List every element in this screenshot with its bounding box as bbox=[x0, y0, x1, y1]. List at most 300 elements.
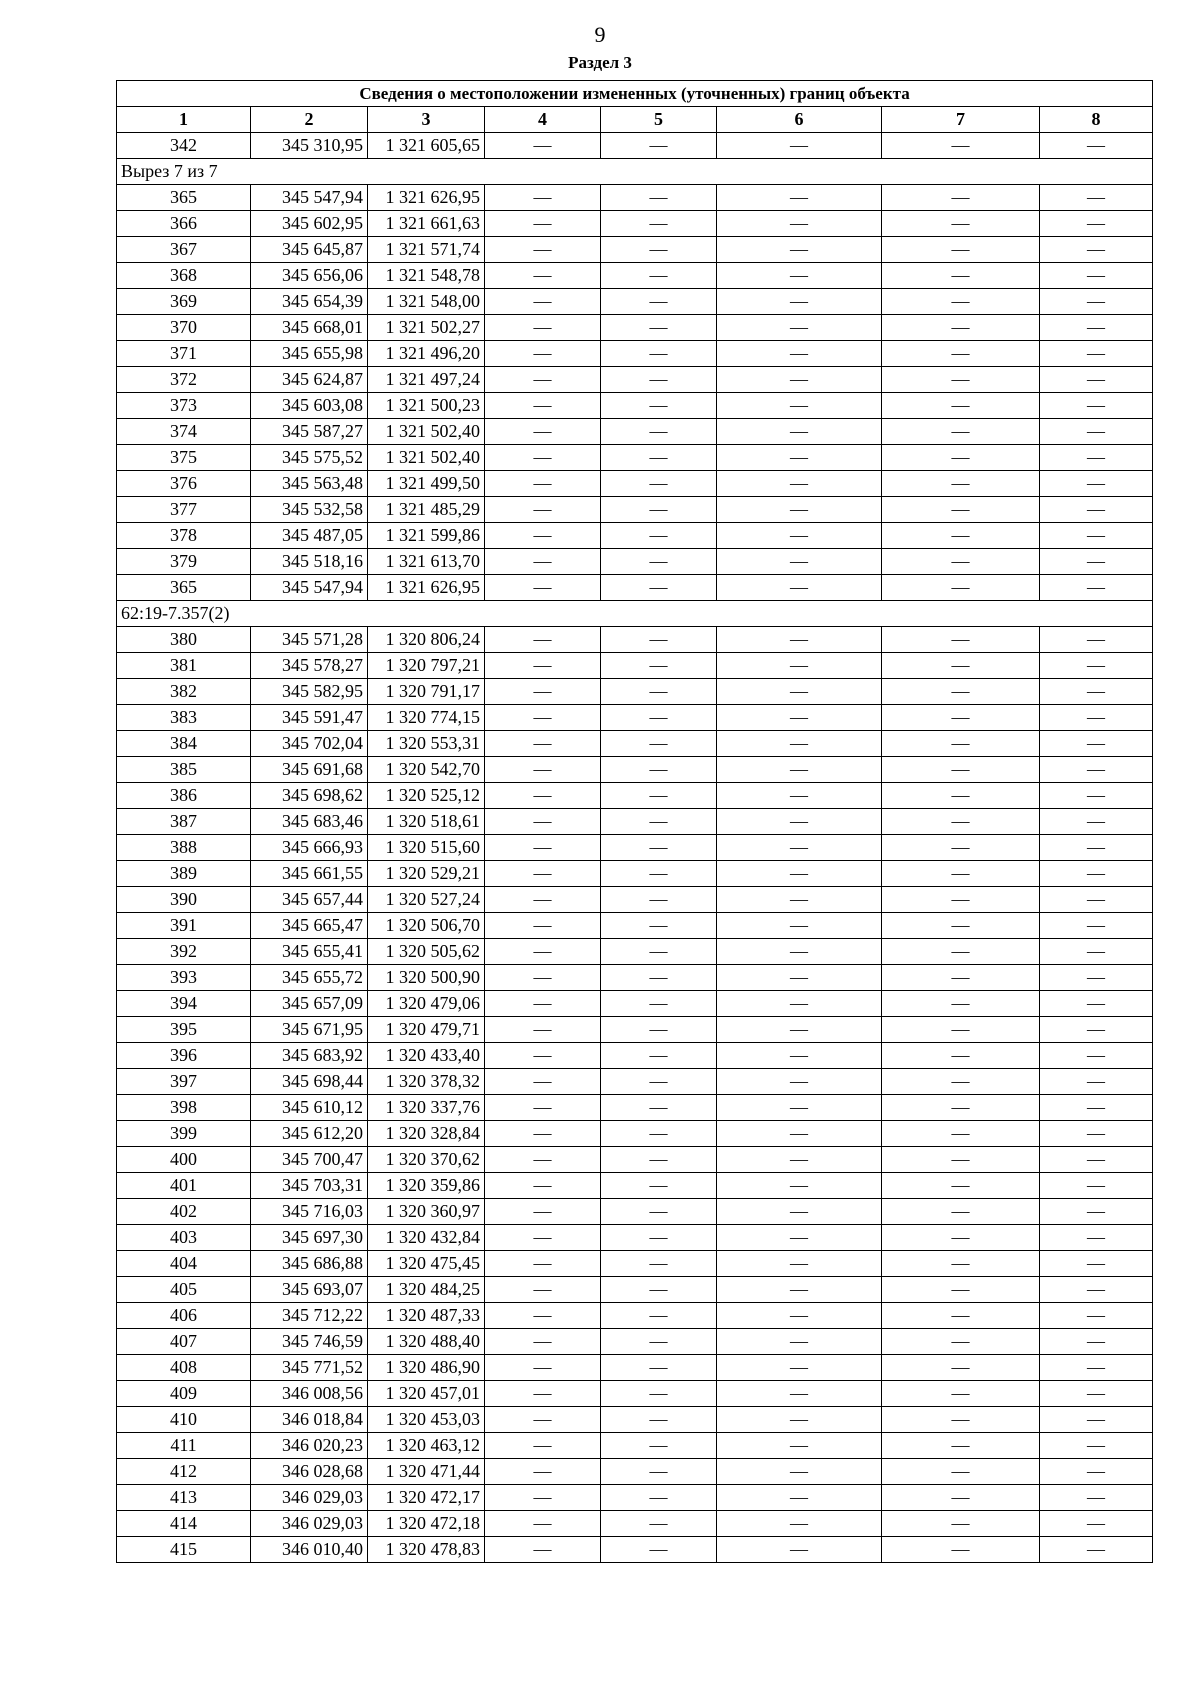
point-number: 342 bbox=[117, 133, 251, 159]
point-number: 396 bbox=[117, 1043, 251, 1069]
x-coordinate: 345 610,12 bbox=[251, 1095, 368, 1121]
x-coordinate: 345 691,68 bbox=[251, 757, 368, 783]
y-coordinate: 1 320 506,70 bbox=[368, 913, 485, 939]
empty-value-dash: — bbox=[485, 809, 601, 835]
empty-value-dash: — bbox=[882, 237, 1040, 263]
point-number: 399 bbox=[117, 1121, 251, 1147]
empty-value-dash: — bbox=[717, 1173, 882, 1199]
empty-value-dash: — bbox=[601, 809, 717, 835]
point-number: 394 bbox=[117, 991, 251, 1017]
table-row bbox=[117, 861, 1153, 887]
empty-value-dash: — bbox=[485, 1225, 601, 1251]
empty-value-dash: — bbox=[882, 393, 1040, 419]
empty-value-dash: — bbox=[717, 341, 882, 367]
empty-value-dash: — bbox=[485, 1355, 601, 1381]
empty-value-dash: — bbox=[882, 1069, 1040, 1095]
empty-value-dash: — bbox=[601, 315, 717, 341]
empty-value-dash: — bbox=[1040, 523, 1153, 549]
point-number: 376 bbox=[117, 471, 251, 497]
x-coordinate: 345 310,95 bbox=[251, 133, 368, 159]
point-number: 408 bbox=[117, 1355, 251, 1381]
y-coordinate: 1 320 463,12 bbox=[368, 1433, 485, 1459]
point-number: 375 bbox=[117, 445, 251, 471]
empty-value-dash: — bbox=[485, 1043, 601, 1069]
empty-value-dash: — bbox=[1040, 939, 1153, 965]
point-number: 389 bbox=[117, 861, 251, 887]
point-number: 384 bbox=[117, 731, 251, 757]
table-row bbox=[117, 1459, 1153, 1485]
empty-value-dash: — bbox=[717, 445, 882, 471]
x-coordinate: 345 532,58 bbox=[251, 497, 368, 523]
point-number: 373 bbox=[117, 393, 251, 419]
empty-value-dash: — bbox=[882, 939, 1040, 965]
x-coordinate: 345 703,31 bbox=[251, 1173, 368, 1199]
point-number: 372 bbox=[117, 367, 251, 393]
empty-value-dash: — bbox=[601, 133, 717, 159]
empty-value-dash: — bbox=[1040, 1225, 1153, 1251]
empty-value-dash: — bbox=[882, 341, 1040, 367]
table-row bbox=[117, 393, 1153, 419]
empty-value-dash: — bbox=[485, 211, 601, 237]
empty-value-dash: — bbox=[1040, 575, 1153, 601]
empty-value-dash: — bbox=[717, 1043, 882, 1069]
empty-value-dash: — bbox=[601, 861, 717, 887]
point-number: 381 bbox=[117, 653, 251, 679]
empty-value-dash: — bbox=[601, 211, 717, 237]
table-row bbox=[117, 1173, 1153, 1199]
y-coordinate: 1 321 485,29 bbox=[368, 497, 485, 523]
table-row bbox=[117, 1407, 1153, 1433]
empty-value-dash: — bbox=[601, 419, 717, 445]
empty-value-dash: — bbox=[717, 185, 882, 211]
x-coordinate: 346 018,84 bbox=[251, 1407, 368, 1433]
empty-value-dash: — bbox=[1040, 549, 1153, 575]
table-subheader-row bbox=[117, 159, 1153, 185]
empty-value-dash: — bbox=[485, 1251, 601, 1277]
subheader-label: 62:19-7.357(2) bbox=[117, 601, 1153, 627]
empty-value-dash: — bbox=[485, 783, 601, 809]
empty-value-dash: — bbox=[882, 133, 1040, 159]
empty-value-dash: — bbox=[1040, 1329, 1153, 1355]
empty-value-dash: — bbox=[717, 549, 882, 575]
empty-value-dash: — bbox=[717, 991, 882, 1017]
empty-value-dash: — bbox=[1040, 393, 1153, 419]
empty-value-dash: — bbox=[1040, 731, 1153, 757]
empty-value-dash: — bbox=[485, 185, 601, 211]
empty-value-dash: — bbox=[485, 315, 601, 341]
point-number: 385 bbox=[117, 757, 251, 783]
y-coordinate: 1 320 487,33 bbox=[368, 1303, 485, 1329]
empty-value-dash: — bbox=[485, 341, 601, 367]
empty-value-dash: — bbox=[882, 1329, 1040, 1355]
column-number: 5 bbox=[601, 107, 717, 133]
empty-value-dash: — bbox=[1040, 705, 1153, 731]
empty-value-dash: — bbox=[882, 497, 1040, 523]
y-coordinate: 1 321 626,95 bbox=[368, 575, 485, 601]
point-number: 405 bbox=[117, 1277, 251, 1303]
empty-value-dash: — bbox=[717, 1069, 882, 1095]
empty-value-dash: — bbox=[717, 1017, 882, 1043]
empty-value-dash: — bbox=[1040, 1407, 1153, 1433]
y-coordinate: 1 320 806,24 bbox=[368, 627, 485, 653]
point-number: 393 bbox=[117, 965, 251, 991]
y-coordinate: 1 320 542,70 bbox=[368, 757, 485, 783]
y-coordinate: 1 320 328,84 bbox=[368, 1121, 485, 1147]
empty-value-dash: — bbox=[485, 471, 601, 497]
point-number: 413 bbox=[117, 1485, 251, 1511]
point-number: 390 bbox=[117, 887, 251, 913]
x-coordinate: 345 698,62 bbox=[251, 783, 368, 809]
empty-value-dash: — bbox=[717, 1277, 882, 1303]
empty-value-dash: — bbox=[1040, 1199, 1153, 1225]
x-coordinate: 346 008,56 bbox=[251, 1381, 368, 1407]
x-coordinate: 345 716,03 bbox=[251, 1199, 368, 1225]
empty-value-dash: — bbox=[601, 731, 717, 757]
empty-value-dash: — bbox=[717, 1303, 882, 1329]
x-coordinate: 345 602,95 bbox=[251, 211, 368, 237]
y-coordinate: 1 320 797,21 bbox=[368, 653, 485, 679]
empty-value-dash: — bbox=[601, 1459, 717, 1485]
empty-value-dash: — bbox=[717, 965, 882, 991]
empty-value-dash: — bbox=[1040, 861, 1153, 887]
empty-value-dash: — bbox=[1040, 315, 1153, 341]
empty-value-dash: — bbox=[717, 653, 882, 679]
x-coordinate: 345 683,46 bbox=[251, 809, 368, 835]
empty-value-dash: — bbox=[882, 679, 1040, 705]
table-row bbox=[117, 1225, 1153, 1251]
empty-value-dash: — bbox=[1040, 1303, 1153, 1329]
empty-value-dash: — bbox=[1040, 1173, 1153, 1199]
empty-value-dash: — bbox=[1040, 653, 1153, 679]
empty-value-dash: — bbox=[601, 1407, 717, 1433]
column-number: 7 bbox=[882, 107, 1040, 133]
empty-value-dash: — bbox=[882, 419, 1040, 445]
table-row bbox=[117, 939, 1153, 965]
empty-value-dash: — bbox=[601, 393, 717, 419]
empty-value-dash: — bbox=[1040, 471, 1153, 497]
y-coordinate: 1 321 599,86 bbox=[368, 523, 485, 549]
x-coordinate: 345 697,30 bbox=[251, 1225, 368, 1251]
empty-value-dash: — bbox=[601, 1511, 717, 1537]
empty-value-dash: — bbox=[882, 991, 1040, 1017]
empty-value-dash: — bbox=[717, 1355, 882, 1381]
table-body bbox=[117, 133, 1153, 1563]
empty-value-dash: — bbox=[717, 1251, 882, 1277]
section-title: Раздел 3 bbox=[568, 53, 632, 72]
x-coordinate: 346 029,03 bbox=[251, 1511, 368, 1537]
empty-value-dash: — bbox=[485, 367, 601, 393]
empty-value-dash: — bbox=[601, 1017, 717, 1043]
empty-value-dash: — bbox=[485, 1433, 601, 1459]
y-coordinate: 1 321 502,40 bbox=[368, 419, 485, 445]
empty-value-dash: — bbox=[717, 1433, 882, 1459]
y-coordinate: 1 321 499,50 bbox=[368, 471, 485, 497]
table-row bbox=[117, 887, 1153, 913]
point-number: 392 bbox=[117, 939, 251, 965]
empty-value-dash: — bbox=[485, 887, 601, 913]
x-coordinate: 345 547,94 bbox=[251, 185, 368, 211]
point-number: 367 bbox=[117, 237, 251, 263]
table-row bbox=[117, 1277, 1153, 1303]
empty-value-dash: — bbox=[717, 237, 882, 263]
empty-value-dash: — bbox=[601, 549, 717, 575]
empty-value-dash: — bbox=[717, 757, 882, 783]
empty-value-dash: — bbox=[882, 1095, 1040, 1121]
empty-value-dash: — bbox=[601, 1329, 717, 1355]
x-coordinate: 345 668,01 bbox=[251, 315, 368, 341]
point-number: 370 bbox=[117, 315, 251, 341]
y-coordinate: 1 321 548,00 bbox=[368, 289, 485, 315]
empty-value-dash: — bbox=[717, 1485, 882, 1511]
y-coordinate: 1 321 500,23 bbox=[368, 393, 485, 419]
empty-value-dash: — bbox=[485, 1069, 601, 1095]
table-row bbox=[117, 783, 1153, 809]
point-number: 404 bbox=[117, 1251, 251, 1277]
column-number-row bbox=[117, 107, 1153, 133]
empty-value-dash: — bbox=[485, 237, 601, 263]
column-number: 1 bbox=[117, 107, 251, 133]
empty-value-dash: — bbox=[1040, 341, 1153, 367]
empty-value-dash: — bbox=[485, 393, 601, 419]
point-number: 407 bbox=[117, 1329, 251, 1355]
empty-value-dash: — bbox=[717, 1381, 882, 1407]
empty-value-dash: — bbox=[882, 211, 1040, 237]
empty-value-dash: — bbox=[882, 705, 1040, 731]
empty-value-dash: — bbox=[601, 1043, 717, 1069]
table-row bbox=[117, 1355, 1153, 1381]
y-coordinate: 1 320 479,06 bbox=[368, 991, 485, 1017]
table-row bbox=[117, 263, 1153, 289]
empty-value-dash: — bbox=[1040, 913, 1153, 939]
empty-value-dash: — bbox=[485, 861, 601, 887]
y-coordinate: 1 320 432,84 bbox=[368, 1225, 485, 1251]
empty-value-dash: — bbox=[882, 1433, 1040, 1459]
empty-value-dash: — bbox=[485, 991, 601, 1017]
empty-value-dash: — bbox=[601, 341, 717, 367]
point-number: 391 bbox=[117, 913, 251, 939]
empty-value-dash: — bbox=[601, 497, 717, 523]
empty-value-dash: — bbox=[1040, 133, 1153, 159]
x-coordinate: 345 575,52 bbox=[251, 445, 368, 471]
empty-value-dash: — bbox=[882, 835, 1040, 861]
point-number: 366 bbox=[117, 211, 251, 237]
table-row bbox=[117, 1433, 1153, 1459]
empty-value-dash: — bbox=[717, 705, 882, 731]
x-coordinate: 345 702,04 bbox=[251, 731, 368, 757]
table-row bbox=[117, 1329, 1153, 1355]
empty-value-dash: — bbox=[485, 1095, 601, 1121]
empty-value-dash: — bbox=[1040, 1355, 1153, 1381]
empty-value-dash: — bbox=[601, 965, 717, 991]
y-coordinate: 1 321 661,63 bbox=[368, 211, 485, 237]
empty-value-dash: — bbox=[717, 211, 882, 237]
empty-value-dash: — bbox=[601, 1095, 717, 1121]
empty-value-dash: — bbox=[882, 1381, 1040, 1407]
empty-value-dash: — bbox=[485, 965, 601, 991]
y-coordinate: 1 320 475,45 bbox=[368, 1251, 485, 1277]
empty-value-dash: — bbox=[601, 1069, 717, 1095]
y-coordinate: 1 321 613,70 bbox=[368, 549, 485, 575]
empty-value-dash: — bbox=[717, 679, 882, 705]
x-coordinate: 345 547,94 bbox=[251, 575, 368, 601]
empty-value-dash: — bbox=[717, 1225, 882, 1251]
empty-value-dash: — bbox=[882, 263, 1040, 289]
table-row bbox=[117, 991, 1153, 1017]
empty-value-dash: — bbox=[485, 705, 601, 731]
empty-value-dash: — bbox=[882, 471, 1040, 497]
empty-value-dash: — bbox=[717, 835, 882, 861]
empty-value-dash: — bbox=[1040, 809, 1153, 835]
empty-value-dash: — bbox=[717, 1199, 882, 1225]
table-row bbox=[117, 1199, 1153, 1225]
empty-value-dash: — bbox=[882, 1277, 1040, 1303]
column-number: 2 bbox=[251, 107, 368, 133]
empty-value-dash: — bbox=[601, 887, 717, 913]
empty-value-dash: — bbox=[1040, 419, 1153, 445]
empty-value-dash: — bbox=[601, 627, 717, 653]
point-number: 380 bbox=[117, 627, 251, 653]
empty-value-dash: — bbox=[882, 887, 1040, 913]
table-row bbox=[117, 471, 1153, 497]
table-row bbox=[117, 913, 1153, 939]
empty-value-dash: — bbox=[717, 809, 882, 835]
point-number: 401 bbox=[117, 1173, 251, 1199]
empty-value-dash: — bbox=[601, 1251, 717, 1277]
x-coordinate: 345 700,47 bbox=[251, 1147, 368, 1173]
empty-value-dash: — bbox=[882, 1199, 1040, 1225]
empty-value-dash: — bbox=[485, 1277, 601, 1303]
table-row bbox=[117, 419, 1153, 445]
empty-value-dash: — bbox=[485, 1537, 601, 1563]
empty-value-dash: — bbox=[717, 913, 882, 939]
empty-value-dash: — bbox=[1040, 1459, 1153, 1485]
point-number: 414 bbox=[117, 1511, 251, 1537]
empty-value-dash: — bbox=[882, 549, 1040, 575]
empty-value-dash: — bbox=[882, 1121, 1040, 1147]
point-number: 406 bbox=[117, 1303, 251, 1329]
empty-value-dash: — bbox=[485, 627, 601, 653]
table-row bbox=[117, 1147, 1153, 1173]
empty-value-dash: — bbox=[1040, 1381, 1153, 1407]
table-row bbox=[117, 1381, 1153, 1407]
y-coordinate: 1 321 605,65 bbox=[368, 133, 485, 159]
table-caption: Сведения о местоположении измененных (уточненных) границ объекта bbox=[117, 81, 1153, 107]
y-coordinate: 1 320 457,01 bbox=[368, 1381, 485, 1407]
y-coordinate: 1 320 478,83 bbox=[368, 1537, 485, 1563]
empty-value-dash: — bbox=[601, 653, 717, 679]
y-coordinate: 1 320 453,03 bbox=[368, 1407, 485, 1433]
column-number: 6 bbox=[717, 107, 882, 133]
y-coordinate: 1 320 791,17 bbox=[368, 679, 485, 705]
empty-value-dash: — bbox=[601, 1433, 717, 1459]
point-number: 395 bbox=[117, 1017, 251, 1043]
empty-value-dash: — bbox=[601, 367, 717, 393]
point-number: 365 bbox=[117, 185, 251, 211]
empty-value-dash: — bbox=[717, 1537, 882, 1563]
empty-value-dash: — bbox=[717, 887, 882, 913]
table-row bbox=[117, 185, 1153, 211]
y-coordinate: 1 320 486,90 bbox=[368, 1355, 485, 1381]
table-row bbox=[117, 653, 1153, 679]
x-coordinate: 345 671,95 bbox=[251, 1017, 368, 1043]
empty-value-dash: — bbox=[717, 1147, 882, 1173]
x-coordinate: 345 518,16 bbox=[251, 549, 368, 575]
table-row bbox=[117, 965, 1153, 991]
x-coordinate: 345 683,92 bbox=[251, 1043, 368, 1069]
y-coordinate: 1 321 502,40 bbox=[368, 445, 485, 471]
empty-value-dash: — bbox=[1040, 1069, 1153, 1095]
empty-value-dash: — bbox=[882, 445, 1040, 471]
empty-value-dash: — bbox=[717, 1459, 882, 1485]
column-number: 8 bbox=[1040, 107, 1153, 133]
empty-value-dash: — bbox=[1040, 1121, 1153, 1147]
point-number: 371 bbox=[117, 341, 251, 367]
x-coordinate: 345 578,27 bbox=[251, 653, 368, 679]
empty-value-dash: — bbox=[485, 523, 601, 549]
x-coordinate: 345 657,44 bbox=[251, 887, 368, 913]
point-number: 378 bbox=[117, 523, 251, 549]
point-number: 388 bbox=[117, 835, 251, 861]
table-row bbox=[117, 1303, 1153, 1329]
y-coordinate: 1 320 484,25 bbox=[368, 1277, 485, 1303]
empty-value-dash: — bbox=[882, 627, 1040, 653]
empty-value-dash: — bbox=[882, 1043, 1040, 1069]
point-number: 365 bbox=[117, 575, 251, 601]
empty-value-dash: — bbox=[601, 1303, 717, 1329]
y-coordinate: 1 320 774,15 bbox=[368, 705, 485, 731]
table-row bbox=[117, 835, 1153, 861]
empty-value-dash: — bbox=[1040, 211, 1153, 237]
empty-value-dash: — bbox=[717, 1511, 882, 1537]
empty-value-dash: — bbox=[882, 783, 1040, 809]
table-row bbox=[117, 705, 1153, 731]
empty-value-dash: — bbox=[717, 731, 882, 757]
empty-value-dash: — bbox=[717, 783, 882, 809]
empty-value-dash: — bbox=[882, 315, 1040, 341]
y-coordinate: 1 321 626,95 bbox=[368, 185, 485, 211]
empty-value-dash: — bbox=[717, 861, 882, 887]
empty-value-dash: — bbox=[882, 861, 1040, 887]
x-coordinate: 345 686,88 bbox=[251, 1251, 368, 1277]
empty-value-dash: — bbox=[485, 1147, 601, 1173]
point-number: 374 bbox=[117, 419, 251, 445]
y-coordinate: 1 320 378,32 bbox=[368, 1069, 485, 1095]
empty-value-dash: — bbox=[717, 497, 882, 523]
empty-value-dash: — bbox=[485, 1303, 601, 1329]
point-number: 409 bbox=[117, 1381, 251, 1407]
empty-value-dash: — bbox=[1040, 1511, 1153, 1537]
empty-value-dash: — bbox=[485, 913, 601, 939]
empty-value-dash: — bbox=[882, 289, 1040, 315]
y-coordinate: 1 320 488,40 bbox=[368, 1329, 485, 1355]
y-coordinate: 1 321 496,20 bbox=[368, 341, 485, 367]
empty-value-dash: — bbox=[882, 913, 1040, 939]
table-row bbox=[117, 289, 1153, 315]
empty-value-dash: — bbox=[717, 289, 882, 315]
empty-value-dash: — bbox=[485, 1199, 601, 1225]
table-row bbox=[117, 1043, 1153, 1069]
x-coordinate: 346 020,23 bbox=[251, 1433, 368, 1459]
x-coordinate: 345 587,27 bbox=[251, 419, 368, 445]
table-row bbox=[117, 497, 1153, 523]
point-number: 398 bbox=[117, 1095, 251, 1121]
empty-value-dash: — bbox=[1040, 1277, 1153, 1303]
point-number: 412 bbox=[117, 1459, 251, 1485]
x-coordinate: 345 645,87 bbox=[251, 237, 368, 263]
point-number: 386 bbox=[117, 783, 251, 809]
x-coordinate: 345 746,59 bbox=[251, 1329, 368, 1355]
empty-value-dash: — bbox=[601, 835, 717, 861]
